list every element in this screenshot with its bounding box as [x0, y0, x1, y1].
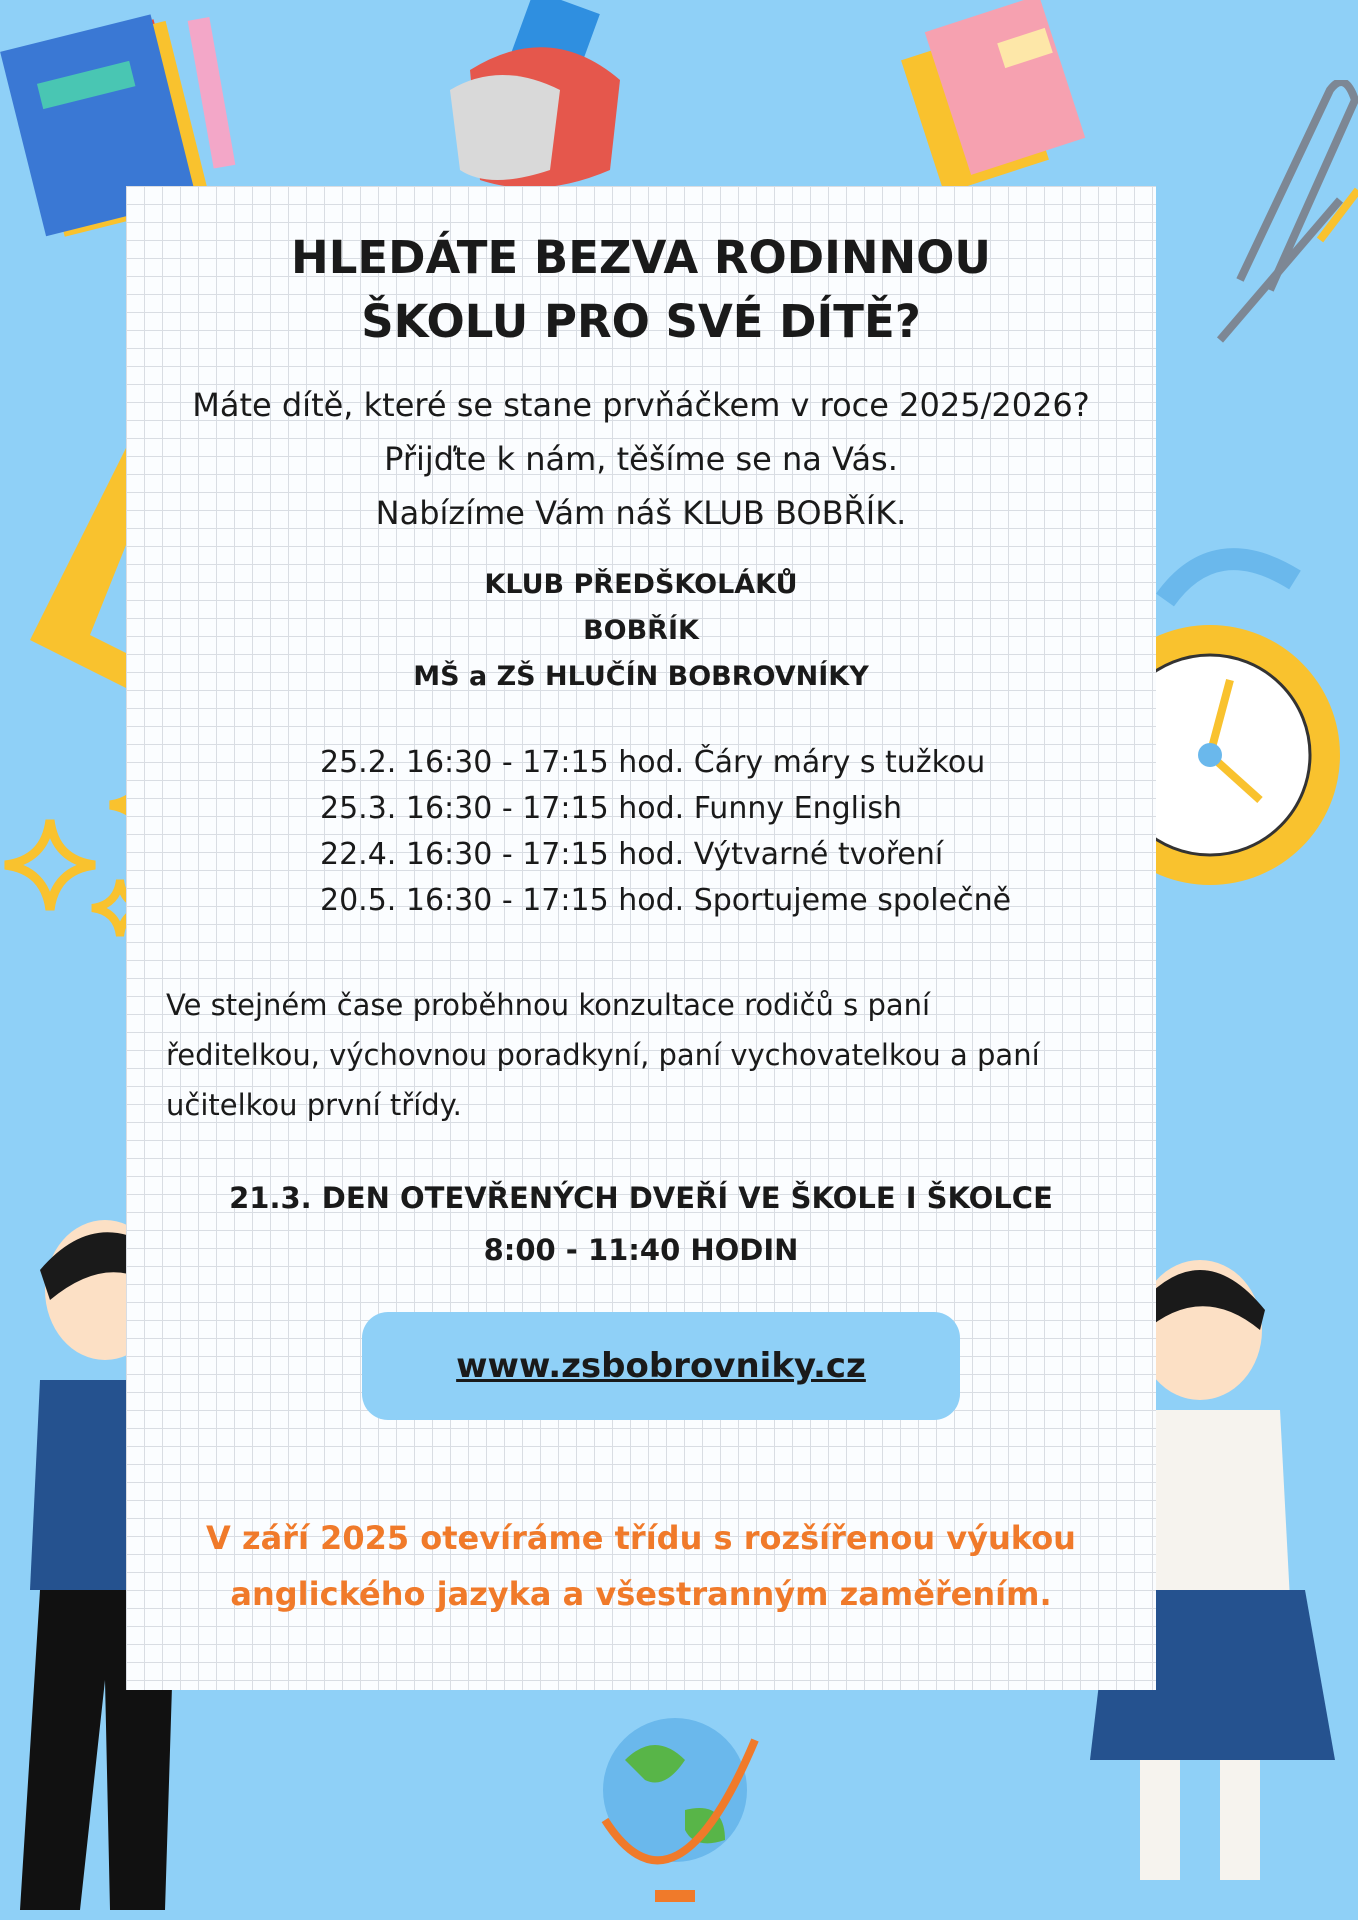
- announcement-line: anglického jazyka a všestranným zaměřením.: [230, 1575, 1052, 1613]
- globe-icon: [585, 1700, 765, 1920]
- open-day-line: 8:00 - 11:40 HODIN: [483, 1233, 799, 1267]
- backpack-icon: [430, 0, 670, 200]
- consult-line: učitelkou první třídy.: [166, 1088, 462, 1122]
- club-line: BOBŘÍK: [583, 615, 699, 646]
- open-day-line: 21.3. DEN OTEVŘENÝCH DVEŘÍ VE ŠKOLE I ŠKOLCE: [229, 1181, 1053, 1215]
- schedule-list: [320, 740, 1011, 924]
- intro-line: Přijďte k nám, těšíme se na Vás.: [384, 440, 898, 478]
- consult-line: ředitelkou, výchovnou poradkyní, paní vychovatelkou a paní: [166, 1038, 1040, 1072]
- title-line: HLEDÁTE BEZVA RODINNOU: [291, 231, 991, 284]
- notebook-icon: [900, 0, 1100, 190]
- club-line: MŠ a ZŠ HLUČÍN BOBROVNÍKY: [413, 661, 869, 692]
- intro-text: [126, 378, 1156, 540]
- club-heading: [126, 562, 1156, 700]
- schedule-item: 20.5. 16:30 - 17:15 hod. Sportujeme společně: [320, 883, 1012, 918]
- page-title: [126, 226, 1156, 354]
- club-line: KLUB PŘEDŠKOLÁKŮ: [484, 569, 798, 600]
- schedule-item: 22.4. 16:30 - 17:15 hod. Výtvarné tvoření: [320, 837, 944, 872]
- announcement: [126, 1510, 1156, 1622]
- consultation-text: [166, 980, 1146, 1130]
- title-line: ŠKOLU PRO SVÉ DÍTĚ?: [361, 295, 921, 348]
- website-link[interactable]: www.zsbobrovniky.cz: [362, 1312, 960, 1420]
- intro-line: Nabízíme Vám náš KLUB BOBŘÍK.: [375, 494, 907, 532]
- consult-line: Ve stejném čase proběhnou konzultace rodičů s paní: [166, 988, 931, 1022]
- paperclip-icon: [1210, 80, 1358, 360]
- intro-line: Máte dítě, které se stane prvňáčkem v roce 2025/2026?: [192, 386, 1090, 424]
- open-day: [126, 1172, 1156, 1276]
- schedule-item: 25.3. 16:30 - 17:15 hod. Funny English: [320, 791, 902, 826]
- announcement-line: V září 2025 otevíráme třídu s rozšířenou výukou: [206, 1519, 1076, 1557]
- schedule-item: 25.2. 16:30 - 17:15 hod. Čáry máry s tužkou: [320, 745, 986, 780]
